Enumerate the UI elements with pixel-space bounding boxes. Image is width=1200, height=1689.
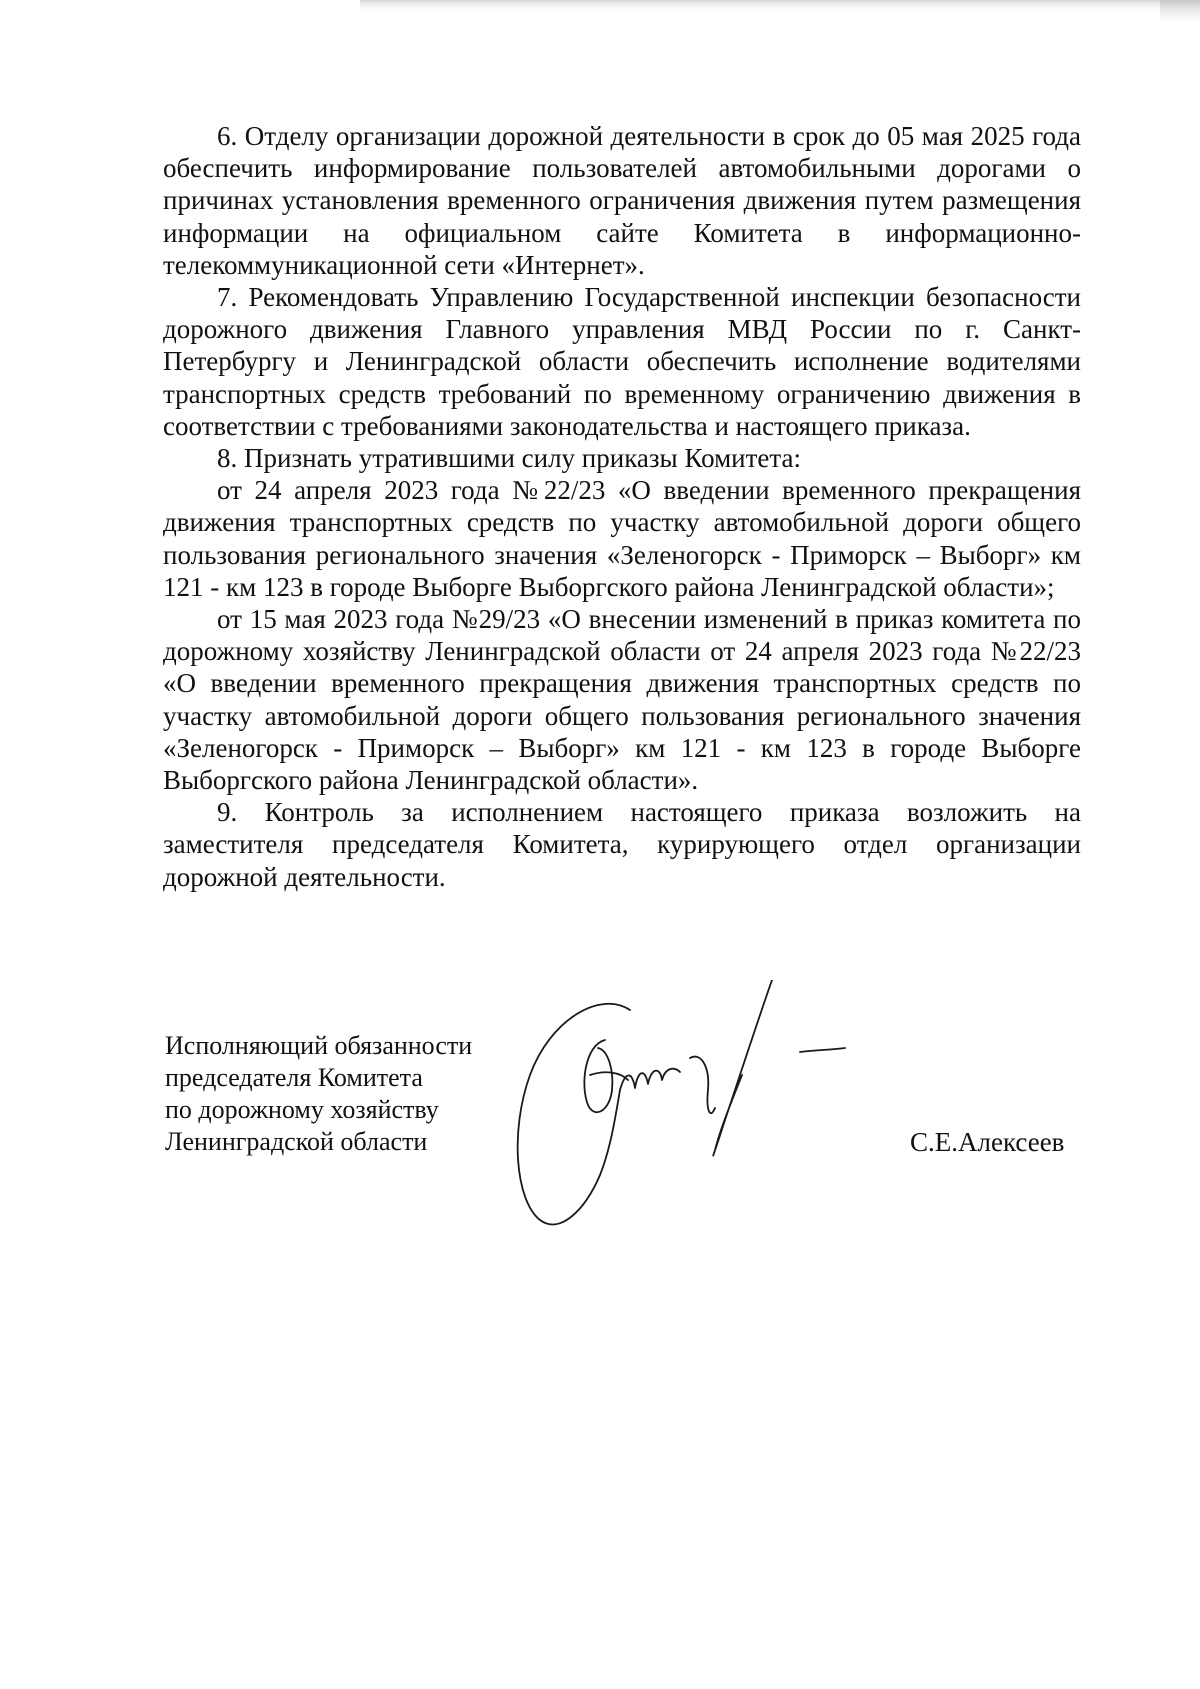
paragraph-8-item-1: от 24 апреля 2023 года №22/23 «О введении временного прекращения движения транспортных средств по участку автомобильной дороги общего пользования регионального значения «Зеленогорск - Приморск – Выборг» км 121 - км 123 в городе Выборге Выборгского района Ленинградской области»; [163,475,1081,602]
signer-title-line: Ленинградской области [165,1127,428,1156]
paragraph-9: 9. Контроль за исполнением настоящего приказа возложить на заместителя председателя Комитета, курирующего отдел организации дорожной деятельности. [163,797,1081,892]
signer-name: С.Е.Алексеев [910,1127,1065,1157]
handwritten-signature [510,980,910,1240]
paragraph-6: 6. Отделу организации дорожной деятельности в срок до 05 мая 2025 года обеспечить информирование пользователей автомобильными дорогами о причинах установления временного ограничения движения путем размещения информации на официальном сайте Комитета в информационно-телекоммуникационной сети «Интернет». [163,121,1081,280]
signer-title-line: председателя Комитета [165,1063,423,1092]
paragraph-8: 8. Признать утратившими силу приказы Комитета: [217,443,802,474]
signer-title [165,1030,472,1158]
paragraph-8-item-2: от 15 мая 2023 года №29/23 «О внесении изменений в приказ комитета по дорожному хозяйству Ленинградской области от 24 апреля 2023 года №22/23 «О введении временного прекращения движения транспортных средств по участку автомобильной дороги общего пользования регионального значения «Зеленогорск - Приморск – Выборг» км 121 - км 123 в городе Выборге Выборгского района Ленинградской области». [163,604,1081,796]
signer-title-line: по дорожному хозяйству [165,1095,439,1124]
paragraph-7: 7. Рекомендовать Управлению Государственной инспекции безопасности дорожного движения Главного управления МВД России по г. Санкт-Петербургу и Ленинградской области обеспечить исполнение водителями транспортных средств требований по временному ограничению движения в соответствии с требованиями законодательства и настоящего приказа. [163,282,1081,441]
signer-title-line: Исполняющий обязанности [165,1031,473,1060]
